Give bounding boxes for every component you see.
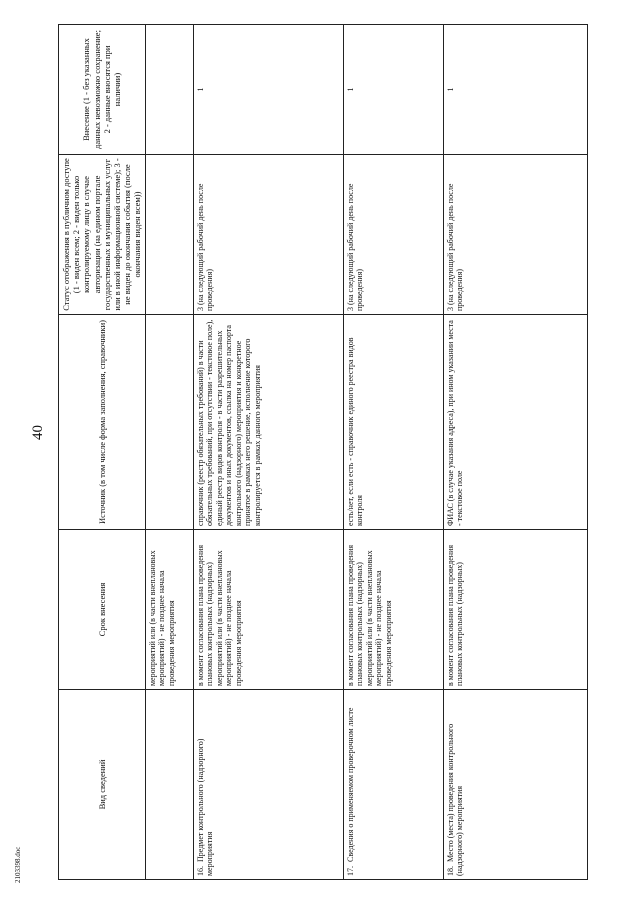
header-source: Источник (в том числе форма заполнения, справочники): [59, 315, 146, 530]
cell-entry: 1: [343, 25, 443, 155]
table-header-row: [59, 25, 146, 880]
cell-deadline: в момент согласования плана проведения плановых контрольных (надзорных): [443, 530, 587, 690]
rotated-page: [58, 25, 578, 880]
cell-entry: [145, 25, 193, 155]
row-kind-text: Место (места) проведения контрольного (надзорного) мероприятия: [445, 723, 465, 876]
row-number: 17.: [345, 866, 355, 876]
cell-status: 3 (на следующий рабочий день после проведения): [443, 155, 587, 315]
cell-status: 3 (на следующий рабочий день после проведения): [343, 155, 443, 315]
footer-filename: 2103398.doc: [14, 846, 22, 883]
cell-kind: [343, 690, 443, 880]
table-row: [443, 25, 587, 880]
cell-status: [145, 155, 193, 315]
cell-entry: 1: [443, 25, 587, 155]
table-row: [193, 25, 343, 880]
header-status: Статус отображения в публичном доступе (1 - виден всем; 2 - виден только контролируемому лицу в случае авторизации (на едином портале государственных и муниципальных услуг или в иной информационной системе); 3 - не виден до окончания события (после окончания виден всем)): [59, 155, 146, 315]
cell-source: справочник (реестр обязательных требований) в части обязательных требований, при отсутствии - текстовое поле), единый реестр видов контроля - в части разрешительных документов и иных документов, ссылка на номер паспорта контрольного (надзорного) мероприятия и конкретное принятое в рамках него решение, исполнение которого контролируется в рамках данного мероприятия: [193, 315, 343, 530]
cell-source: [145, 315, 193, 530]
table-row: [343, 25, 443, 880]
row-kind-text: Сведения о применяемом проверочном листе: [345, 707, 355, 862]
row-kind-text: Предмет контрольного (надзорного) мероприятия: [195, 738, 215, 876]
row-number: 16.: [195, 866, 205, 876]
cell-status: 3 (на следующий рабочий день после проведения): [193, 155, 343, 315]
header-deadline: Срок внесения: [59, 530, 146, 690]
cell-deadline: в момент согласования плана проведения плановых контрольных (надзорных) мероприятий или (в части внеплановых мероприятий) - не позднее начала проведения мероприятия: [193, 530, 343, 690]
header-entry: Внесение (1 - без указанных данных невозможно сохранение; 2 - данные вносятся при наличии): [59, 25, 146, 155]
cell-deadline: в момент согласования плана проведения плановых контрольных (надзорных) мероприятий или (в части внеплановых мероприятий) - не позднее начала проведения мероприятия: [343, 530, 443, 690]
header-kind: Вид сведений: [59, 690, 146, 880]
table-row-continuation: [145, 25, 193, 880]
cell-kind: [193, 690, 343, 880]
cell-kind: [443, 690, 587, 880]
cell-deadline: мероприятий или (в части внеплановых мероприятий) - не позднее начала проведения мероприятия: [145, 530, 193, 690]
row-number: 18.: [445, 866, 455, 876]
requirements-table: [58, 24, 588, 880]
page-number: 40: [30, 425, 46, 440]
cell-entry: 1: [193, 25, 343, 155]
cell-source: есть/нет, если есть - справочник единого реестра видов контроля: [343, 315, 443, 530]
cell-kind: [145, 690, 193, 880]
cell-source: ФИАС (в случае указания адреса), при ином указании места - текстовое поле: [443, 315, 587, 530]
